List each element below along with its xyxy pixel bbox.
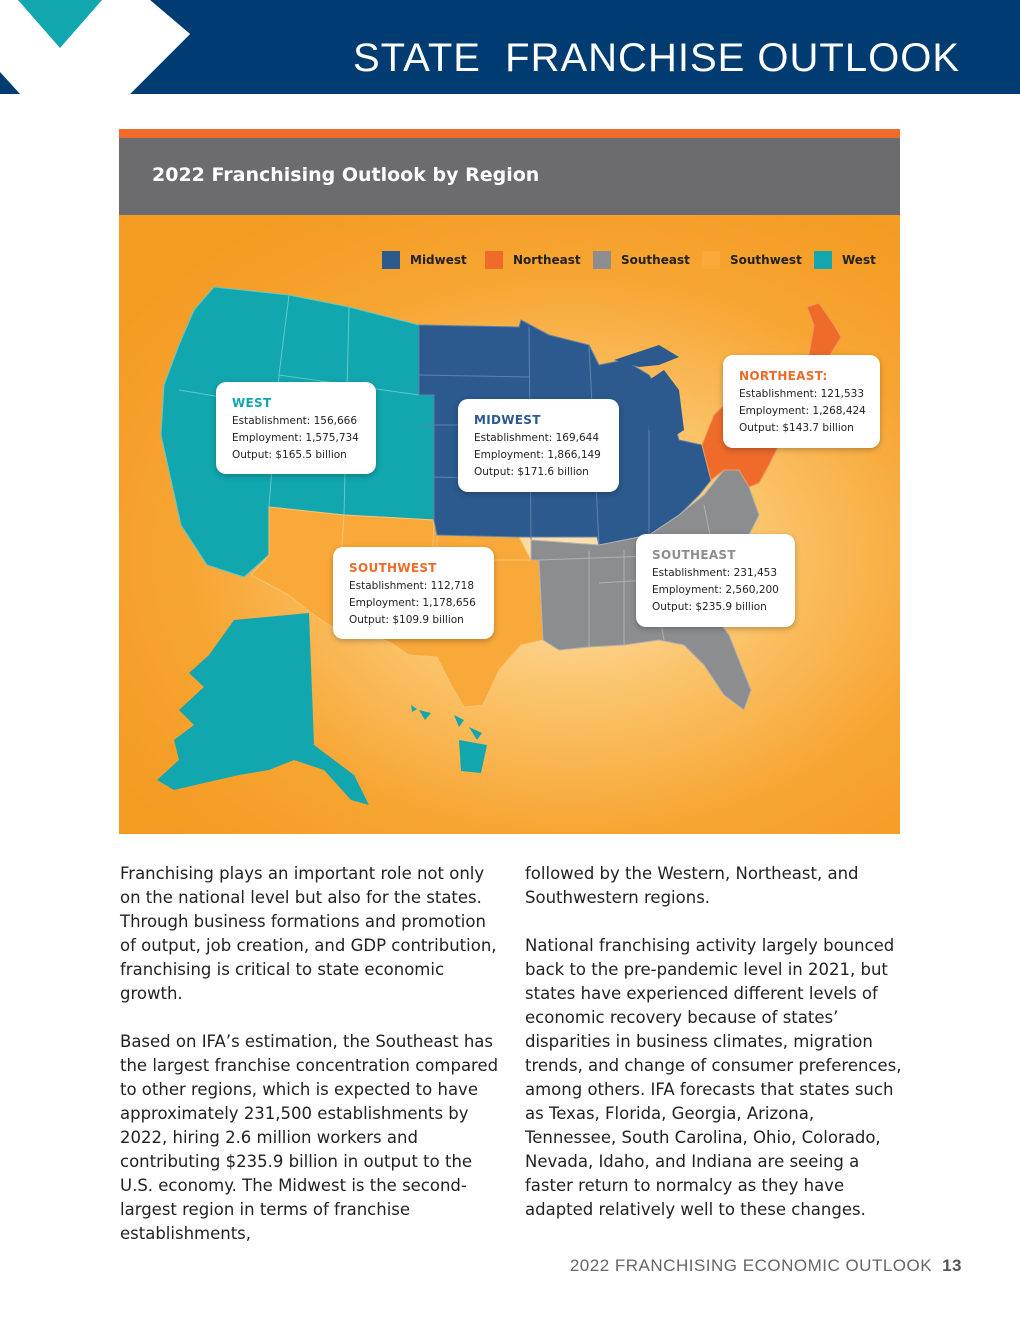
region-alaska-shape <box>157 613 369 805</box>
page-number: 13 <box>942 1256 962 1275</box>
paragraph-national-recovery: National franchising activity largely bounced back to the pre-pandemic level in 2021, but states have experienced different levels of economic recovery because of states’ disparities in business climates, migration trends, and change of consumer preferences, among others. IFA forecasts that states such as Texas, Florida, Georgia, Arizona, Tennessee, South Carolina, Ohio, Colorado, Nevada, Idaho, and Indiana are seeing a faster return to normalcy as they have adapted relatively well to these changes. <box>525 936 902 1219</box>
callout-southwest-output: Output: $109.9 billion <box>349 614 464 626</box>
callout-midwest-output: Output: $171.6 billion <box>474 466 589 478</box>
legend-swatch-northeast <box>485 251 503 269</box>
legend-swatch-midwest <box>382 251 400 269</box>
callout-west-establishment: Establishment: 156,666 <box>232 415 358 427</box>
callout-southeast-output: Output: $235.9 billion <box>652 601 767 613</box>
callout-northeast-name: NORTHEAST: <box>739 369 828 383</box>
body-column-right <box>525 862 905 1246</box>
callout-west-output: Output: $165.5 billion <box>232 449 347 461</box>
figure-title: 2022 Franchising Outlook by Region <box>152 164 540 186</box>
legend-label-northeast: Northeast <box>513 253 581 267</box>
page-footer <box>570 1256 962 1276</box>
callout-southeast-establishment: Establishment: 231,453 <box>652 567 778 579</box>
callout-west <box>216 382 376 474</box>
callout-southeast-employment: Employment: 2,560,200 <box>652 584 779 596</box>
region-map-panel <box>119 215 900 834</box>
callout-southeast-name: SOUTHEAST <box>652 548 736 562</box>
page-title: STATE FRANCHISE OUTLOOK <box>352 36 960 80</box>
figure-accent-bar <box>119 129 900 138</box>
callout-midwest <box>458 399 619 492</box>
paragraph-region-ranking: followed by the Western, Northeast, and Southwestern regions. <box>525 864 859 907</box>
footer-publication-title: 2022 FRANCHISING ECONOMIC OUTLOOK <box>569 1256 933 1275</box>
legend-label-west: West <box>842 253 876 267</box>
callout-midwest-name: MIDWEST <box>474 413 541 427</box>
legend-swatch-southeast <box>593 251 611 269</box>
paragraph-southeast-estimate: Based on IFA’s estimation, the Southeast has the largest franchise concentration compared to other regions, which is expected to have approximately 231,500 establishments by 2022, hiring 2.6 million workers and contributing $235.9 billion in output to the U.S. economy. The Midwest is the second-largest region in terms of franchise establishments, <box>120 1032 499 1243</box>
legend-swatch-southwest <box>702 251 720 269</box>
callout-northeast-output: Output: $143.7 billion <box>739 422 854 434</box>
callout-southeast <box>636 534 795 627</box>
callout-west-name: WEST <box>232 396 272 410</box>
us-region-map <box>119 215 900 834</box>
legend-label-southwest: Southwest <box>730 253 802 267</box>
callout-southwest-establishment: Establishment: 112,718 <box>349 580 475 592</box>
callout-northeast-establishment: Establishment: 121,533 <box>739 388 865 400</box>
callout-midwest-employment: Employment: 1,866,149 <box>474 449 601 461</box>
callout-west-employment: Employment: 1,575,734 <box>232 432 359 444</box>
callout-northeast-employment: Employment: 1,268,424 <box>739 405 866 417</box>
callout-midwest-establishment: Establishment: 169,644 <box>474 432 600 444</box>
legend-label-midwest: Midwest <box>410 253 467 267</box>
body-column-left <box>120 862 500 1270</box>
callout-northeast <box>723 355 880 448</box>
legend-swatch-west <box>814 251 832 269</box>
legend-label-southeast: Southeast <box>621 253 690 267</box>
paragraph-intro: Franchising plays an important role not only on the national level but also for the states. Through business formations and promotion of output, job creation, and GDP contribution, franchising is critical to state economic growth. <box>120 864 497 1003</box>
callout-southwest-employment: Employment: 1,178,656 <box>349 597 476 609</box>
callout-southwest <box>333 547 494 639</box>
region-hawaii-shape <box>411 705 487 773</box>
callout-southwest-name: SOUTHWEST <box>349 561 437 575</box>
